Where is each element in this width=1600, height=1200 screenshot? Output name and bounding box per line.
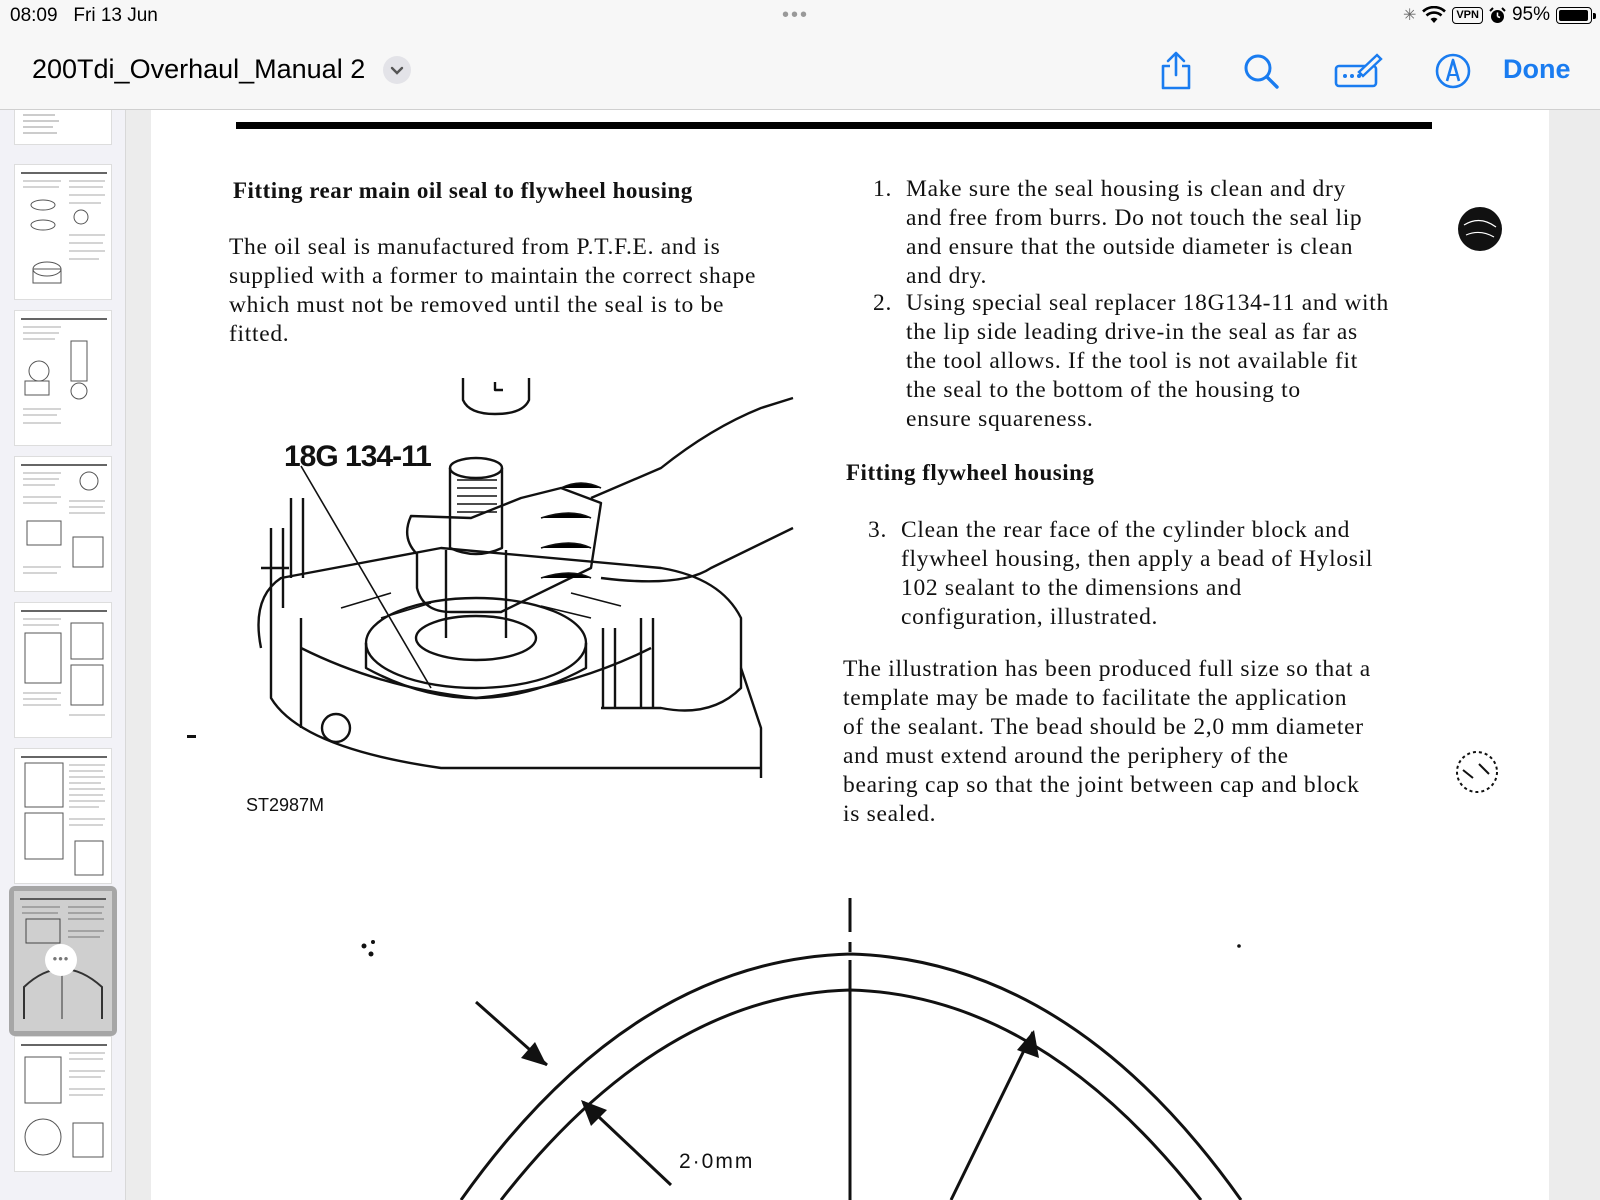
- alarm-icon: [1489, 7, 1506, 24]
- battery-percent: 95%: [1511, 4, 1550, 25]
- intro-paragraph: [229, 233, 756, 349]
- paragraph-line: template may be made to facilitate the application: [843, 685, 1348, 711]
- status-time: 08:09 Fri 13 Jun: [10, 5, 158, 26]
- step-line: the tool allows. If the tool is not available fit: [906, 348, 1358, 374]
- step-line: ensure squareness.: [906, 406, 1094, 432]
- scan-mark: [187, 735, 196, 738]
- sealant-template-illustration: [351, 890, 1271, 1200]
- paragraph-line: bearing cap so that the joint between cap and block: [843, 772, 1360, 798]
- step-line: flywheel housing, then apply a bead of Hylosil: [901, 546, 1374, 572]
- step-line: Clean the rear face of the cylinder block and: [901, 517, 1351, 543]
- pencil-circle-icon[interactable]: [1432, 50, 1474, 92]
- page-thumbnails-sidebar[interactable]: [0, 110, 126, 1200]
- search-icon[interactable]: [1240, 50, 1282, 92]
- intro-line: which must not be removed until the seal is to be: [229, 292, 725, 318]
- navigation-bar: [0, 32, 1600, 110]
- markup-icon[interactable]: [1333, 50, 1383, 92]
- chevron-down-icon: [383, 56, 411, 84]
- step-line: the seal to the bottom of the housing to: [906, 377, 1301, 403]
- figure-code: ST2987M: [246, 795, 325, 815]
- title-menu-button[interactable]: [383, 56, 411, 84]
- dimension-label: 2·0mm: [679, 1150, 755, 1173]
- scan-hole-mark: [1453, 750, 1503, 795]
- wifi-icon: [1422, 6, 1446, 24]
- page-thumbnail[interactable]: [14, 310, 112, 446]
- step-line: the lip side leading drive-in the seal as far as: [906, 319, 1358, 345]
- battery-level-fill: [1559, 10, 1588, 21]
- seal-replacer-illustration: [241, 368, 831, 808]
- page-thumbnail[interactable]: [14, 748, 112, 884]
- intro-line: fitted.: [229, 321, 290, 347]
- page-thumbnail-selected[interactable]: [9, 886, 117, 1036]
- step-number: 3.: [868, 517, 888, 543]
- step-line: and dry.: [906, 263, 988, 289]
- page-thumbnail[interactable]: [14, 602, 112, 738]
- step-line: configuration, illustrated.: [901, 604, 1159, 630]
- tool-label: 18G 134-11: [284, 440, 431, 473]
- done-button[interactable]: Done: [1503, 54, 1571, 84]
- scan-hole-mark: [1456, 205, 1506, 255]
- paragraph-line: and must extend around the periphery of the: [843, 743, 1289, 769]
- status-indicators: [1403, 4, 1592, 26]
- page-thumbnail[interactable]: [14, 456, 112, 592]
- page-thumbnail[interactable]: [14, 1036, 112, 1172]
- more-options-button[interactable]: •••: [45, 944, 77, 976]
- paragraph-line: of the sealant. The bead should be 2,0 mm diameter: [843, 714, 1364, 740]
- step-line: Using special seal replacer 18G134-11 and with: [906, 290, 1389, 316]
- loading-spinner-icon: ✳: [1402, 7, 1417, 24]
- step-line: Make sure the seal housing is clean and dry: [906, 176, 1346, 202]
- left-heading: Fitting rear main oil seal to flywheel housing: [233, 178, 693, 203]
- step-number: 1.: [873, 176, 893, 202]
- step-line: and free from burrs. Do not touch the seal lip: [906, 205, 1363, 231]
- step-line: and ensure that the outside diameter is clean: [906, 234, 1354, 260]
- step-3: [868, 516, 1408, 636]
- step-line: 102 sealant to the dimensions and: [901, 575, 1242, 601]
- document-page: [151, 110, 1549, 1200]
- page-thumbnail[interactable]: [14, 110, 112, 145]
- illustration-paragraph: [843, 655, 1371, 829]
- intro-line: The oil seal is manufactured from P.T.F.E. and is: [229, 234, 721, 260]
- multitask-dots-icon[interactable]: •••: [782, 4, 810, 26]
- paragraph-line: is sealed.: [843, 801, 937, 827]
- document-title[interactable]: 200Tdi_Overhaul_Manual 2: [32, 54, 366, 84]
- intro-line: supplied with a former to maintain the correct shape: [229, 263, 757, 289]
- battery-icon: [1556, 7, 1592, 24]
- vpn-badge: VPN: [1452, 7, 1483, 24]
- step-number: 2.: [873, 290, 893, 316]
- step-2: [873, 289, 1413, 439]
- page-thumbnail[interactable]: [14, 164, 112, 300]
- right-heading: Fitting flywheel housing: [846, 460, 1095, 485]
- step-1: [873, 175, 1413, 295]
- header-rule: [236, 122, 1432, 129]
- document-page-view[interactable]: [126, 110, 1600, 1200]
- status-bar: [0, 0, 1600, 32]
- share-icon[interactable]: [1155, 50, 1197, 92]
- paragraph-line: The illustration has been produced full size so that a: [843, 656, 1371, 682]
